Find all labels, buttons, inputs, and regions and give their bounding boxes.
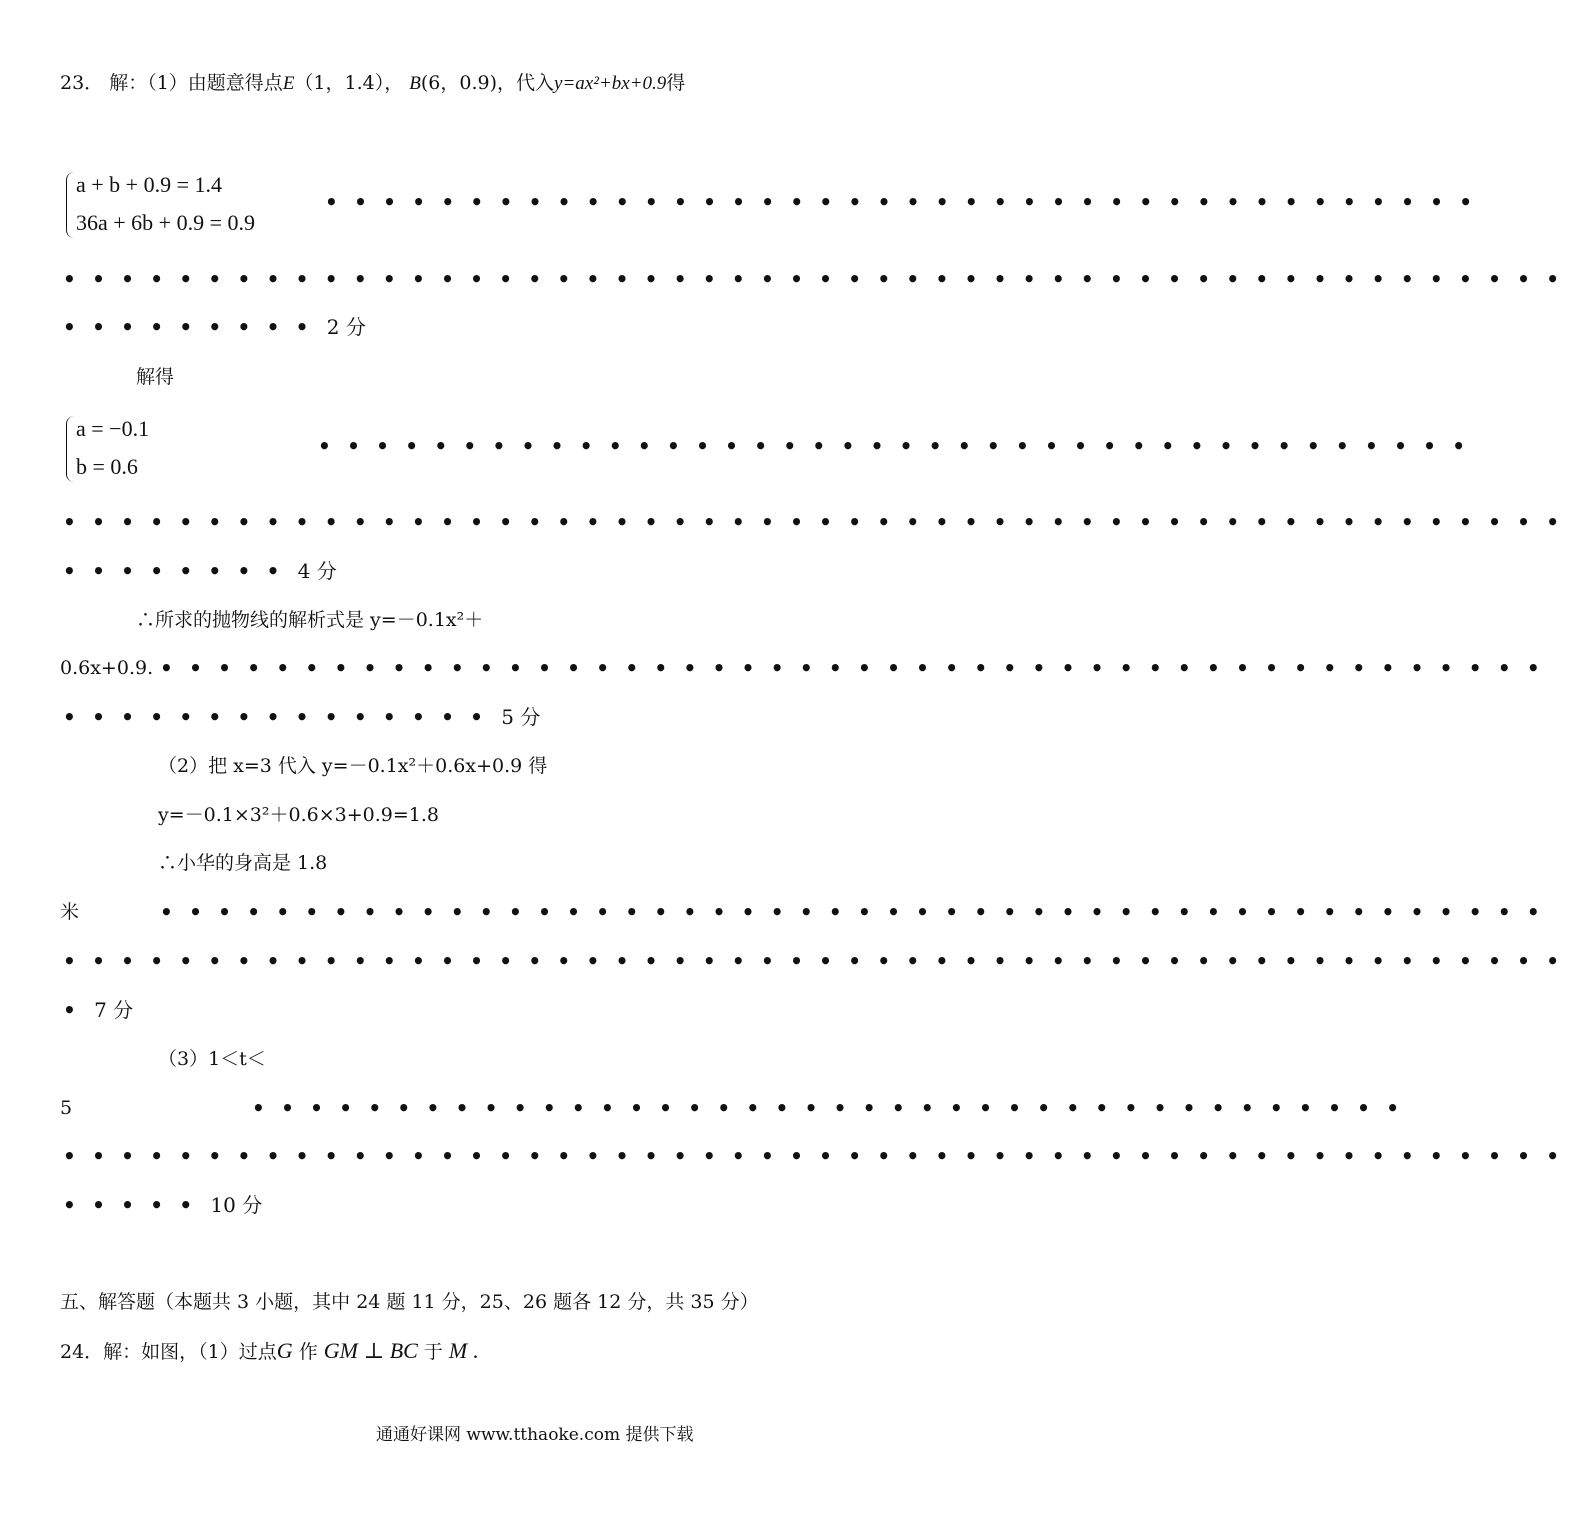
leader-dots: •••••••••••••••••••••••••••••••••••••••• (325, 190, 1489, 214)
page-footer: 通通好课网 www.tthaoke.com 提供下载 (376, 1425, 694, 1445)
score-line-7: • 7 分 (63, 998, 134, 1022)
leader-dots: •••••••••••••••••••••••••••••••••••••••••••••••• (160, 900, 1556, 924)
parabola-line1: ∴所求的抛物线的解析式是 y=－0.1x²＋ (136, 609, 484, 631)
part3-line1: （3）1＜t＜ (158, 1048, 266, 1070)
solve-label: 解得 (136, 366, 175, 388)
unit-meter: 米 (60, 901, 80, 923)
part2-line3: ∴小华的身高是 1.8 (158, 852, 328, 874)
score-line-4: •••••••• 4 分 (63, 559, 337, 583)
system1-brace (66, 172, 75, 238)
leader-dots: •••••••••••••••••••••••••••••••••••••••••••••••••••• (63, 267, 1575, 291)
q23-heading: 23． 解：（1）由题意得点E（1，1.4）， B(6，0.9)，代入y=ax²+bx+0.9得 (60, 72, 686, 94)
leader-dots: •••••••••••••••••••••••••••••••••••••••••••••••••••• (63, 510, 1575, 534)
section5-heading: 五、解答题（本题共 3 小题，其中 24 题 11 分，25、26 题各 12 分，共 35 分） (60, 1291, 759, 1313)
leader-dots: •••••••••••••••••••••••••••••••••••••••••••••••••••• (63, 1144, 1575, 1168)
system2-eq2: b = 0.6 (76, 454, 138, 479)
leader-dots-short: ••••••••••••••• 5 分 (63, 705, 541, 729)
system1-eq1: a + b + 0.9 = 1.4 (76, 172, 222, 197)
score-5: 5 分 (501, 705, 541, 729)
q24-heading: 24．解：如图，（1）过点G 作 GM ⊥ BC 于 M . (60, 1338, 479, 1363)
score-7: 7 分 (94, 998, 134, 1022)
leader-dots: •••••••••••••••••••••••••••••••••••••••• (318, 434, 1482, 458)
score-4: 4 分 (297, 559, 337, 583)
system1-eq2: 36a + 6b + 0.9 = 0.9 (76, 210, 255, 235)
leader-dots: •••••••••••••••••••••••••••••••••••••••• (252, 1096, 1416, 1120)
parabola-line2: 0.6x+0.9. (60, 657, 154, 679)
point-e-label: E (282, 73, 295, 94)
system2-eq1: a = −0.1 (76, 416, 150, 441)
part3-line2: 5 (60, 1097, 73, 1119)
leader-dots: •••••••••••••••••••••••••••••••••••••••••••••••• (160, 656, 1556, 680)
point-b-label: B (409, 73, 421, 94)
system2-brace (66, 416, 75, 482)
score-2: 2 分 (326, 315, 366, 339)
part2-line1: （2）把 x=3 代入 y=－0.1x²＋0.6x+0.9 得 (158, 755, 548, 777)
substitution-formula: y=ax²+bx+0.9 (554, 73, 667, 94)
score-10: 10 分 (210, 1193, 263, 1217)
score-line-2: ••••••••• 2 分 (63, 315, 366, 339)
leader-dots: •••••••••••••••••••••••••••••••••••••••••••••••••••• (63, 949, 1575, 973)
score-line-10: ••••• 10 分 (63, 1193, 263, 1217)
part2-line2: y=－0.1×3²＋0.6×3+0.9=1.8 (158, 804, 439, 826)
